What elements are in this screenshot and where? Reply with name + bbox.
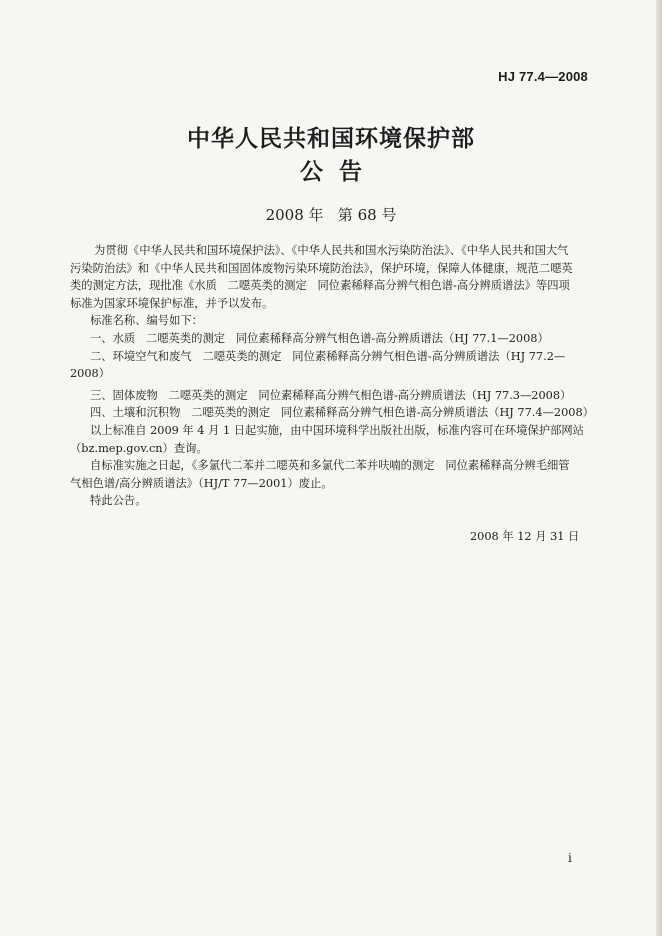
repeal-line-cont: 气相色谱/高分辨质谱法》（HJ/T 77—2001）废止。 xyxy=(70,476,333,490)
repeal-line: 自标准实施之日起，《多氯代二苯并二噁英和多氯代二苯并呋喃的测定 同位素稀释高分辨毛细管 xyxy=(90,459,570,473)
standard-item-3: 三、固体废物 二噁英类的测定 同位素稀释高分辨气相色谱-高分辨质谱法（HJ 77.3—2008） xyxy=(90,388,572,402)
list-heading: 标准名称、编号如下： xyxy=(90,314,203,328)
notice-title: 公 告 xyxy=(299,158,362,185)
standard-item-1: 一、水质 二噁英类的测定 同位素稀释高分辨气相色谱-高分辨质谱法（HJ 77.1—2008） xyxy=(90,331,549,345)
intro-line: 污染防治法》和《中华人民共和国固体废物污染环境防治法》，保护环境，保障人体健康，规范二噁英 xyxy=(70,261,573,275)
effective-line-cont: （bz.mep.gov.cn）查询。 xyxy=(70,441,208,455)
effective-line: 以上标准自 2009 年 4 月 1 日起实施，由中国环境科学出版社出版，标准内容可在环境保护部网站 xyxy=(90,423,584,437)
standard-code: HJ 77.4—2008 xyxy=(498,69,588,84)
closing-line: 特此公告。 xyxy=(90,494,147,508)
notice-number: 2008 年 第 68 号 xyxy=(265,206,397,224)
notice-date: 2008 年 12 月 31 日 xyxy=(470,530,580,543)
page-number: i xyxy=(568,851,572,865)
standard-item-4: 四、土壤和沉积物 二噁英类的测定 同位素稀释高分辨气相色谱-高分辨质谱法（HJ 77.4—2008） xyxy=(90,406,594,420)
intro-line: 类的测定方法，现批准《水质 二噁英类的测定 同位素稀释高分辨气相色谱-高分辨质谱法》等四项 xyxy=(70,279,570,293)
standard-item-2-cont: 2008） xyxy=(70,367,111,381)
intro-line: 为贯彻《中华人民共和国环境保护法》、《中华人民共和国水污染防治法》、《中华人民共和国大气 xyxy=(94,244,569,257)
intro-line: 标准为国家环境保护标准，并予以发布。 xyxy=(70,296,274,310)
standard-item-2: 二、环境空气和废气 二噁英类的测定 同位素稀释高分辨气相色谱-高分辨质谱法（HJ 77.2— xyxy=(90,349,566,363)
organization-title: 中华人民共和国环境保护部 xyxy=(187,125,475,152)
notice-body xyxy=(70,242,594,510)
